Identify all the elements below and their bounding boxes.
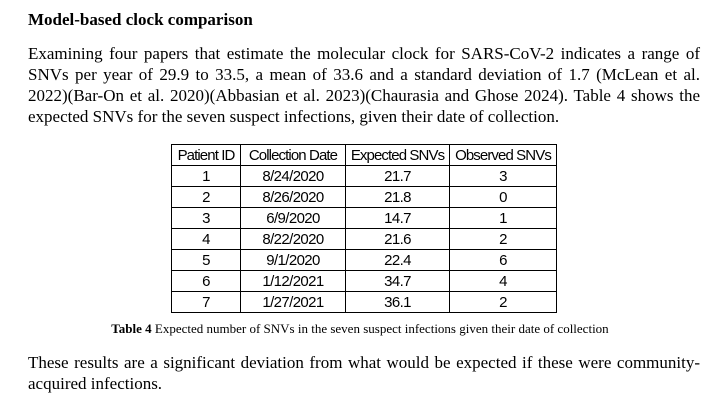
data-table: [171, 144, 557, 313]
caption-label: Table 4: [111, 321, 152, 336]
caption-text: Expected number of SNVs in the seven suspect infections given their date of collection: [151, 321, 609, 336]
header-observed-snvs: Observed SNVs: [450, 145, 557, 166]
paragraph-line: expected SNVs for the seven suspect infections, given their date of collection.: [28, 107, 560, 126]
cell-collection-date: 9/1/2020: [241, 250, 346, 271]
header-expected-snvs: Expected SNVs: [346, 145, 450, 166]
cell-patient-id: 7: [172, 292, 241, 313]
table-row: [172, 271, 557, 292]
cell-observed-snvs: 6: [450, 250, 557, 271]
cell-patient-id: 5: [172, 250, 241, 271]
cell-expected-snvs: 36.1: [346, 292, 450, 313]
cell-patient-id: 4: [172, 229, 241, 250]
cell-collection-date: 8/24/2020: [241, 166, 346, 187]
cell-patient-id: 2: [172, 187, 241, 208]
header-patient-id: Patient ID: [172, 145, 241, 166]
table-row: [172, 166, 557, 187]
paragraph-line: SNVs per year of 29.9 to 33.5, a mean of 33.6 and a standard deviation of 1.7 (McLean et al.: [28, 65, 700, 84]
cell-expected-snvs: 34.7: [346, 271, 450, 292]
table-header-row: [172, 145, 557, 166]
paragraph-line: Examining four papers that estimate the molecular clock for SARS-CoV-2 indicates a range of: [28, 44, 700, 63]
cell-expected-snvs: 14.7: [346, 208, 450, 229]
cell-observed-snvs: 4: [450, 271, 557, 292]
cell-collection-date: 6/9/2020: [241, 208, 346, 229]
table-caption: [0, 320, 720, 338]
cell-patient-id: 1: [172, 166, 241, 187]
cell-observed-snvs: 3: [450, 166, 557, 187]
cell-expected-snvs: 21.7: [346, 166, 450, 187]
table-row: [172, 292, 557, 313]
paragraph-line: acquired infections.: [28, 374, 163, 393]
table-row: [172, 187, 557, 208]
paragraph-intro: [28, 43, 700, 127]
table-row: [172, 250, 557, 271]
cell-patient-id: 3: [172, 208, 241, 229]
cell-patient-id: 6: [172, 271, 241, 292]
cell-collection-date: 1/12/2021: [241, 271, 346, 292]
table-row: [172, 229, 557, 250]
cell-observed-snvs: 0: [450, 187, 557, 208]
paragraph-line: 2022)(Bar-On et al. 2020)(Abbasian et al. 2023)(Chaurasia and Ghose 2024). Table 4 shows the: [28, 86, 700, 105]
header-collection-date: Collection Date: [241, 145, 346, 166]
cell-expected-snvs: 22.4: [346, 250, 450, 271]
section-heading: Model-based clock comparison: [28, 10, 253, 29]
cell-collection-date: 1/27/2021: [241, 292, 346, 313]
cell-observed-snvs: 1: [450, 208, 557, 229]
paragraph-conclusion: [28, 352, 700, 394]
cell-expected-snvs: 21.8: [346, 187, 450, 208]
cell-observed-snvs: 2: [450, 229, 557, 250]
cell-observed-snvs: 2: [450, 292, 557, 313]
cell-collection-date: 8/26/2020: [241, 187, 346, 208]
snv-table: [171, 144, 557, 313]
paragraph-line: These results are a significant deviation from what would be expected if these were community-: [28, 353, 700, 372]
table-row: [172, 208, 557, 229]
cell-expected-snvs: 21.6: [346, 229, 450, 250]
cell-collection-date: 8/22/2020: [241, 229, 346, 250]
